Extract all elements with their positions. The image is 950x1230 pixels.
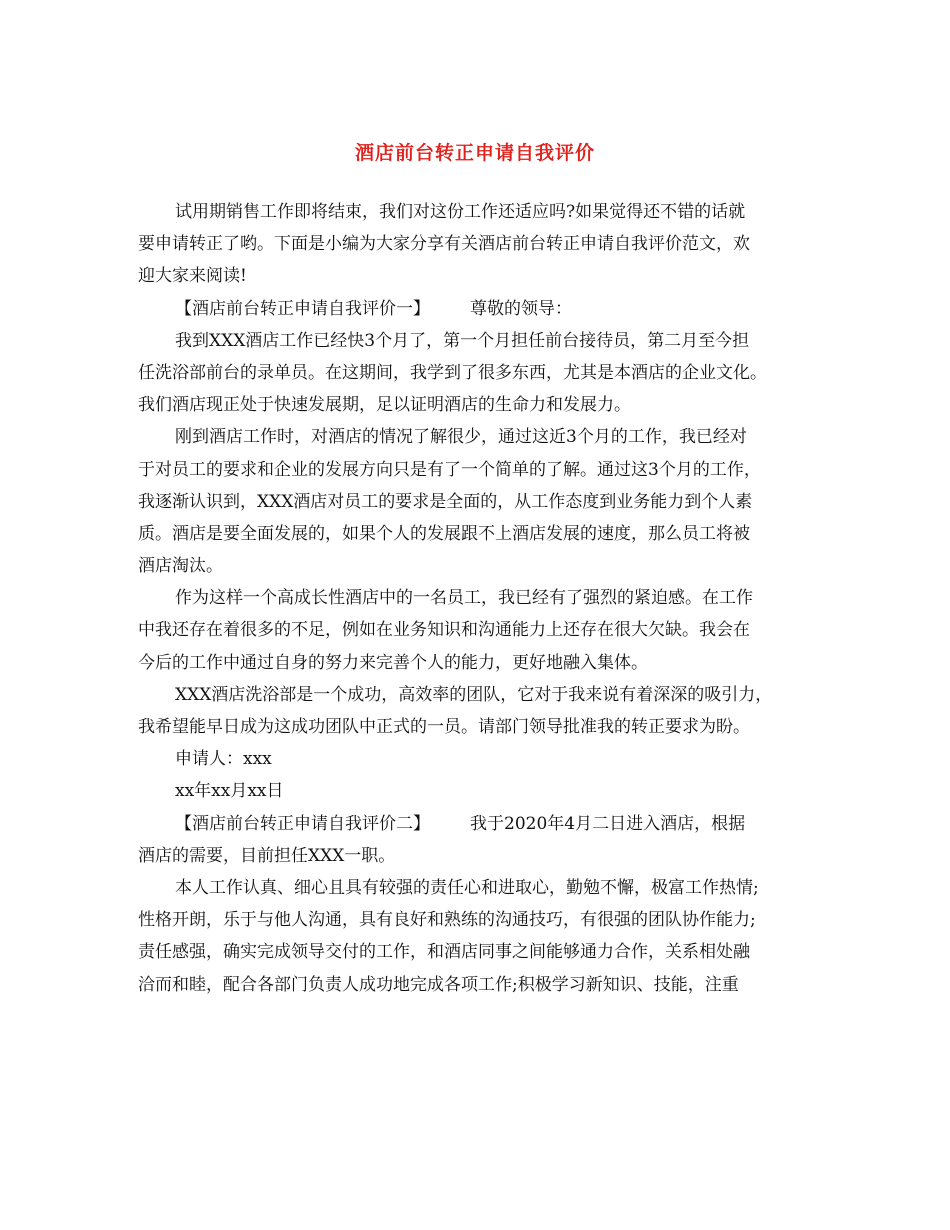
text-line: 我们酒店现正处于快速发展期，足以证明酒店的生命力和发展力。 — [138, 395, 631, 416]
section-heading-line — [138, 808, 818, 840]
section-heading-line — [138, 293, 818, 325]
text-line: 洽而和睦，配合各部门负责人成功地完成各项工作;积极学习新知识、技能，注重 — [138, 974, 739, 995]
section-intro: 我于2020年4月二日进入酒店，根据 — [470, 813, 746, 834]
date-line: xx年xx月xx日 — [175, 781, 284, 802]
text-line: 我到XXX酒店工作已经快3个月了，第一个月担任前台接待员，第二月至今担 — [175, 330, 750, 351]
text-line: 责任感强，确实完成领导交付的工作，和酒店同事之间能够通力合作，关系相处融 — [138, 942, 750, 963]
text-line: 本人工作认真、细心且具有较强的责任心和进取心，勤勉不懈，极富工作热情; — [175, 877, 759, 898]
document-body — [138, 196, 818, 1001]
salutation: 尊敬的领导： — [470, 298, 572, 319]
text-line: 刚到酒店工作时，对酒店的情况了解很少，通过这近3个月的工作，我已经对 — [175, 427, 747, 448]
section-heading-2: 【酒店前台转正申请自我评价二】 — [175, 813, 430, 834]
text-line: 任洗浴部前台的录单员。在这期间，我学到了很多东西，尤其是本酒店的企业文化。 — [138, 362, 767, 383]
text-line: 迎大家来阅读! — [138, 266, 247, 287]
text-line: 酒店淘汰。 — [138, 556, 223, 577]
text-line: XXX酒店洗浴部是一个成功，高效率的团队，它对于我来说有着深深的吸引力， — [175, 684, 773, 705]
text-line: 作为这样一个高成长性酒店中的一名员工，我已经有了强烈的紧迫感。在工作 — [175, 588, 753, 609]
text-line: 质。酒店是要全面发展的，如果个人的发展跟不上酒店发展的速度，那么员工将被 — [138, 523, 750, 544]
text-line: 我逐渐认识到，XXX酒店对员工的要求是全面的，从工作态度到业务能力到个人素 — [138, 491, 753, 512]
text-line: 于对员工的要求和企业的发展方向只是有了一个简单的了解。通过这3个月的工作， — [138, 459, 761, 480]
text-line: 酒店的需要，目前担任XXX一职。 — [138, 845, 396, 866]
text-line: 要申请转正了哟。下面是小编为大家分享有关酒店前台转正申请自我评价范文，欢 — [138, 234, 750, 255]
section-heading-1: 【酒店前台转正申请自我评价一】 — [175, 298, 430, 319]
text-line: 我希望能早日成为这成功团队中正式的一员。请部门领导批准我的转正要求为盼。 — [138, 717, 750, 737]
text-line: 中我还存在着很多的不足，例如在业务知识和沟通能力上还存在很大欠缺。我会在 — [138, 620, 750, 641]
text-line: 今后的工作中通过自身的努力来完善个人的能力，更好地融入集体。 — [138, 652, 648, 673]
document-title: 酒店前台转正申请自我评价 — [354, 142, 595, 164]
applicant-line: 申请人：xxx — [175, 749, 272, 770]
text-line: 性格开朗，乐于与他人沟通，具有良好和熟练的沟通技巧，有很强的团队协作能力; — [138, 910, 756, 931]
text-line: 试用期销售工作即将结束，我们对这份工作还适应吗?如果觉得还不错的话就 — [175, 202, 746, 222]
